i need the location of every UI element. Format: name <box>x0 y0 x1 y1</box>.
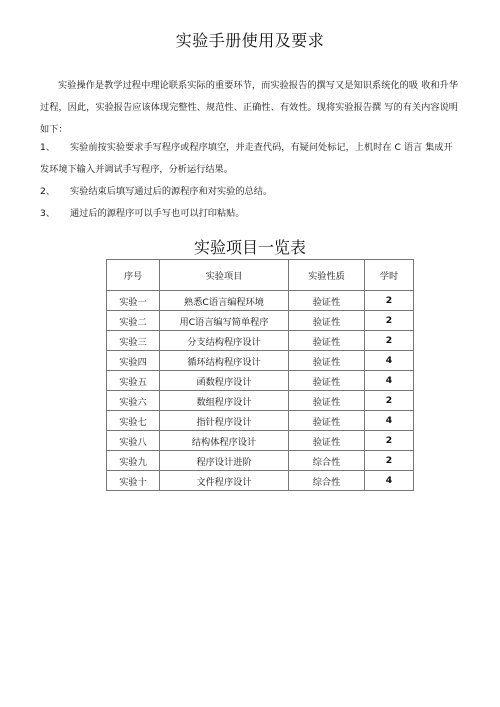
cell-number: 实验九 <box>107 451 160 471</box>
cell-number: 实验八 <box>107 431 160 451</box>
cell-hours: 2 <box>365 291 414 311</box>
table-row <box>107 451 414 471</box>
cell-hours: 4 <box>365 411 414 431</box>
requirement-text: 通过后的源程序可以手写也可以打印粘贴。 <box>70 208 245 219</box>
cell-project: 熟悉C语言编程环境 <box>160 291 289 311</box>
table-title: 实验项目一览表 <box>193 238 306 257</box>
experiment-table <box>106 259 414 491</box>
cell-number: 实验一 <box>107 291 160 311</box>
cell-project: 程序设计进阶 <box>160 451 289 471</box>
cell-type: 验证性 <box>289 351 365 371</box>
cell-project: 数组程序设计 <box>160 391 289 411</box>
requirement-item <box>40 181 458 203</box>
header-cell-hours: 学时 <box>365 260 414 291</box>
cell-project: 用C语言编写简单程序 <box>160 311 289 331</box>
requirement-number: 3、 <box>40 208 56 219</box>
cell-hours: 4 <box>365 351 414 371</box>
cell-number: 实验六 <box>107 391 160 411</box>
cell-type: 综合性 <box>289 471 365 491</box>
header-cell-type: 实验性质 <box>289 260 365 291</box>
cell-hours: 2 <box>365 311 414 331</box>
cell-project: 分支结构程序设计 <box>160 331 289 351</box>
requirement-number: 1、 <box>40 142 56 153</box>
requirement-item <box>40 203 458 225</box>
cell-type: 验证性 <box>289 371 365 391</box>
cell-type: 验证性 <box>289 291 365 311</box>
table-row <box>107 391 414 411</box>
cell-number: 实验四 <box>107 351 160 371</box>
cell-type: 验证性 <box>289 331 365 351</box>
table-row <box>107 331 414 351</box>
cell-type: 验证性 <box>289 431 365 451</box>
table-row <box>107 311 414 331</box>
table-row <box>107 431 414 451</box>
cell-project: 指针程序设计 <box>160 411 289 431</box>
table-row <box>107 471 414 491</box>
cell-type: 验证性 <box>289 411 365 431</box>
table-row <box>107 411 414 431</box>
table-row <box>107 371 414 391</box>
requirement-text: 实验结束后填写通过后的源程序和对实验的总结。 <box>70 186 273 197</box>
cell-number: 实验十 <box>107 471 160 491</box>
header-cell-number: 序号 <box>107 260 160 291</box>
table-header-row <box>107 260 414 291</box>
cell-type: 综合性 <box>289 451 365 471</box>
cell-number: 实验二 <box>107 311 160 331</box>
table-row <box>107 351 414 371</box>
cell-hours: 4 <box>365 371 414 391</box>
cell-number: 实验五 <box>107 371 160 391</box>
table-row <box>107 291 414 311</box>
cell-project: 结构体程序设计 <box>160 431 289 451</box>
cell-project: 函数程序设计 <box>160 371 289 391</box>
cell-hours: 2 <box>365 431 414 451</box>
requirement-item <box>40 137 458 181</box>
cell-hours: 2 <box>365 451 414 471</box>
cell-number: 实验三 <box>107 331 160 351</box>
cell-hours: 2 <box>365 331 414 351</box>
cell-type: 验证性 <box>289 391 365 411</box>
cell-project: 循环结构程序设计 <box>160 351 289 371</box>
requirement-text: 实验前按实验要求手写程序或程序填空，并走查代码，有疑问处标记，上机时在 C 语言 集成开发环境下输入并调试手写程序，分析运行结果。 <box>40 142 453 175</box>
cell-type: 验证性 <box>289 311 365 331</box>
page-title: 实验手册使用及要求 <box>175 31 325 50</box>
requirement-number: 2、 <box>40 186 56 197</box>
cell-number: 实验七 <box>107 411 160 431</box>
cell-hours: 2 <box>365 391 414 411</box>
cell-project: 文件程序设计 <box>160 471 289 491</box>
header-cell-project: 实验项目 <box>160 260 289 291</box>
cell-hours: 4 <box>365 471 414 491</box>
intro-paragraph: 实验操作是教学过程中理论联系实际的重要环节，而实验报告的撰写又是知识系统化的吸 收和升华过程，因此，实验报告应该体现完整性、规范性、正确性、有效性。现将实验报告撰 写的有关内容说明如下： <box>40 80 458 135</box>
